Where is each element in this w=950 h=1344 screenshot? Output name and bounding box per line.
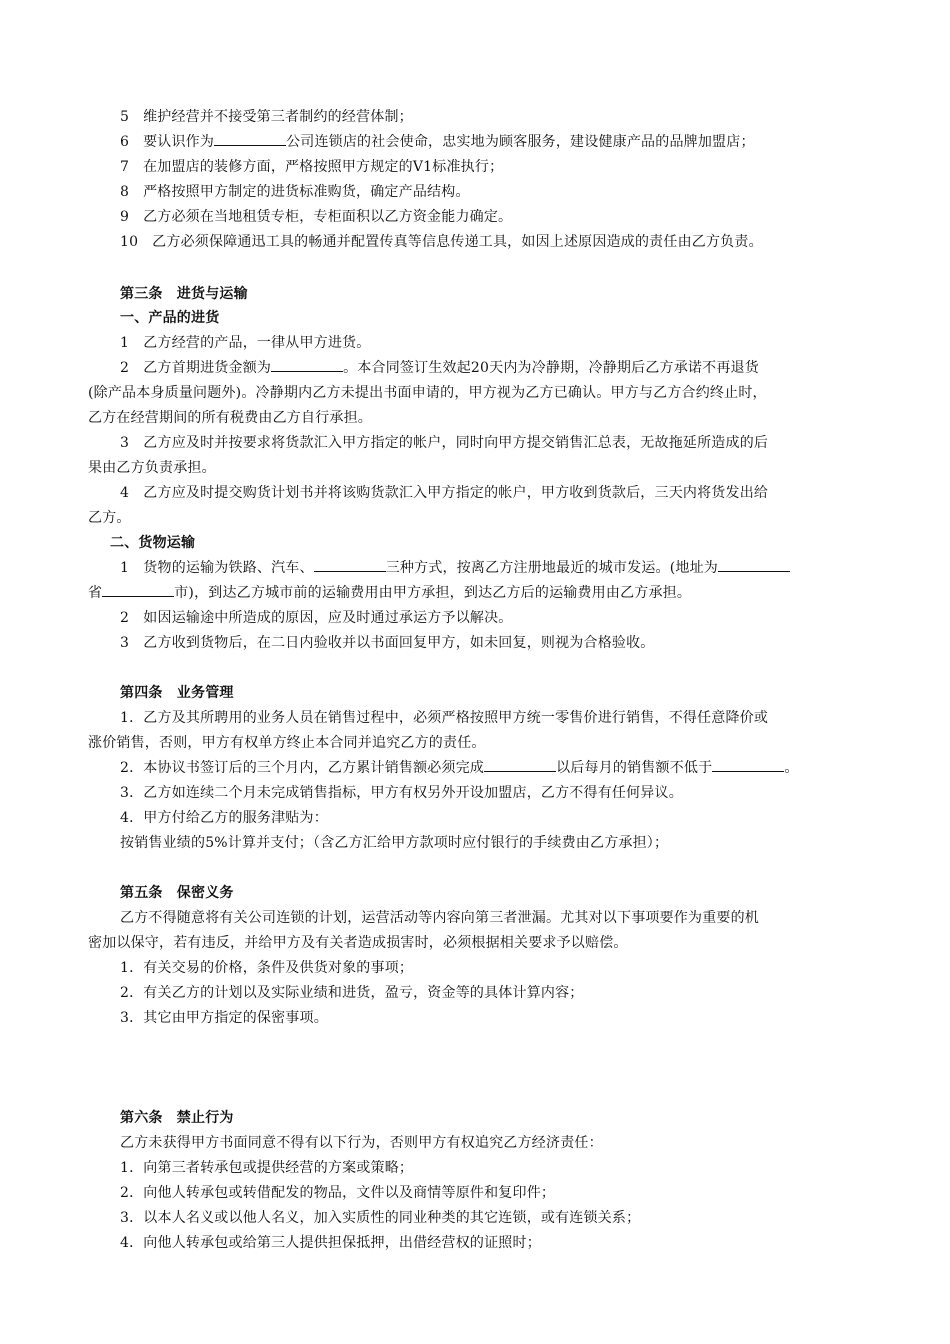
list-item: 3．其它由甲方指定的保密事项。	[120, 1010, 328, 1026]
article-5-title: 第五条 保密义务	[120, 885, 234, 901]
item-number: 6	[120, 134, 130, 150]
list-item: 2．有关乙方的计划以及实际业绩和进货，盈亏，资金等的具体计算内容；	[120, 985, 584, 1001]
paragraph	[120, 556, 880, 580]
article-3-subheading-2: 二、货物运输	[110, 535, 196, 551]
item-text: 严格按照甲方制定的进货标准购货，确定产品结构。	[143, 184, 470, 200]
paragraph: 乙方未获得甲方书面同意不得有以下行为，否则甲方有权追究乙方经济责任：	[120, 1135, 603, 1151]
item-text: 维护经营并不接受第三者制约的经营体制；	[143, 109, 413, 125]
paragraph-continuation: (除产品本身质量问题外)。冷静期内乙方未提出书面申请的，甲方视为乙方已确认。甲方与乙方合约终止时，	[88, 385, 767, 401]
fill-in-blank[interactable]	[712, 757, 784, 772]
list-item: 1．向第三者转承包或提供经营的方案或策略；	[120, 1160, 414, 1176]
text: 1 货物的运输为铁路、汽车、	[120, 560, 314, 576]
fill-in-blank[interactable]	[214, 131, 286, 146]
fill-in-blank[interactable]	[271, 357, 343, 372]
text: 。本合同签订生效起20天内为冷静期，冷静期后乙方承诺不再退货	[343, 360, 759, 376]
article-3-subheading-1: 一、产品的进货	[120, 310, 220, 326]
paragraph: 1．乙方及其所聘用的业务人员在销售过程中，必须严格按照甲方统一零售价进行销售，不得任意降价或	[120, 710, 769, 726]
paragraph-continuation: 果由乙方负责承担。	[88, 460, 216, 476]
list-item: 4．向他人转承包或给第三人提供担保抵押，出借经营权的证照时；	[120, 1235, 541, 1251]
fill-in-blank[interactable]	[718, 557, 790, 572]
clause-item-10	[120, 230, 880, 254]
paragraph-continuation	[88, 581, 880, 605]
item-number: 8	[120, 184, 130, 200]
clause-item-8	[120, 180, 880, 204]
item-text: 乙方必须在当地租赁专柜，专柜面积以乙方资金能力确定。	[143, 209, 513, 225]
list-item: 2．向他人转承包或转借配发的物品，文件以及商情等原件和复印件；	[120, 1185, 556, 1201]
article-6-title: 第六条 禁止行为	[120, 1110, 234, 1126]
fill-in-blank[interactable]	[102, 582, 174, 597]
paragraph	[120, 356, 880, 380]
clause-item-6	[120, 130, 880, 154]
item-text: 在加盟店的装修方面，严格按照甲方规定的V1标准执行；	[143, 159, 504, 175]
clause-item-7	[120, 155, 880, 179]
clause-item-5	[120, 105, 880, 129]
fill-in-blank[interactable]	[314, 557, 386, 572]
text: 。	[784, 760, 799, 776]
fill-in-blank[interactable]	[484, 757, 556, 772]
item-number: 5	[120, 109, 130, 125]
paragraph-continuation: 密加以保守，若有违反，并给甲方及有关者造成损害时，必须根据相关要求予以赔偿。	[88, 935, 628, 951]
paragraph: 3 乙方应及时并按要求将货款汇入甲方指定的帐户，同时向甲方提交销售汇总表，无故拖延所造成的后	[120, 435, 769, 451]
paragraph: 按销售业绩的5%计算并支付；（含乙方汇给甲方款项时应付银行的手续费由乙方承担）；	[120, 835, 669, 851]
item-number: 10	[120, 234, 139, 250]
list-item: 1．有关交易的价格，条件及供货对象的事项；	[120, 960, 414, 976]
paragraph: 3 乙方收到货物后，在二日内验收并以书面回复甲方，如未回复，则视为合格验收。	[120, 635, 655, 651]
item-number: 7	[120, 159, 130, 175]
paragraph: 4．甲方付给乙方的服务津贴为：	[120, 810, 328, 826]
paragraph: 3．乙方如连续二个月未完成销售指标，甲方有权另外开设加盟店，乙方不得有任何异议。	[120, 785, 683, 801]
article-4-title: 第四条 业务管理	[120, 685, 234, 701]
paragraph-continuation: 涨价销售，否则，甲方有权单方终止本合同并追究乙方的责任。	[88, 735, 486, 751]
item-text: 公司连锁店的社会使命，忠实地为顾客服务，建设健康产品的品牌加盟店；	[286, 134, 755, 150]
item-number: 9	[120, 209, 130, 225]
text: 市)，到达乙方城市前的运输费用由甲方承担，到达乙方后的运输费用由乙方承担。	[174, 585, 692, 601]
item-text: 要认识作为	[143, 134, 215, 150]
text: 以后每月的销售额不低于	[556, 760, 713, 776]
text: 三种方式，按离乙方注册地最近的城市发运。(地址为	[385, 560, 718, 576]
clause-item-9	[120, 205, 880, 229]
paragraph: 2 如因运输途中所造成的原因，应及时通过承运方予以解决。	[120, 610, 513, 626]
paragraph: 1 乙方经营的产品，一律从甲方进货。	[120, 335, 371, 351]
paragraph: 乙方不得随意将有关公司连锁的计划，运营活动等内容向第三者泄漏。尤其对以下事项要作为重要的机	[120, 910, 759, 926]
paragraph-continuation: 乙方。	[88, 510, 131, 526]
paragraph: 4 乙方应及时提交购货计划书并将该购货款汇入甲方指定的帐户，甲方收到货款后，三天内将货发出给	[120, 485, 769, 501]
paragraph-continuation: 乙方在经营期间的所有税费由乙方自行承担。	[88, 410, 372, 426]
text: 省	[88, 585, 103, 601]
item-text: 乙方必须保障通迅工具的畅通并配置传真等信息传递工具，如因上述原因造成的责任由乙方负责。	[152, 234, 763, 250]
article-3-title: 第三条 进货与运输	[120, 286, 248, 302]
paragraph	[120, 756, 880, 780]
list-item: 3．以本人名义或以他人名义，加入实质性的同业种类的其它连锁，或有连锁关系；	[120, 1210, 641, 1226]
text: 2 乙方首期进货金额为	[120, 360, 272, 376]
text: 2．本协议书签订后的三个月内，乙方累计销售额必须完成	[120, 760, 485, 776]
